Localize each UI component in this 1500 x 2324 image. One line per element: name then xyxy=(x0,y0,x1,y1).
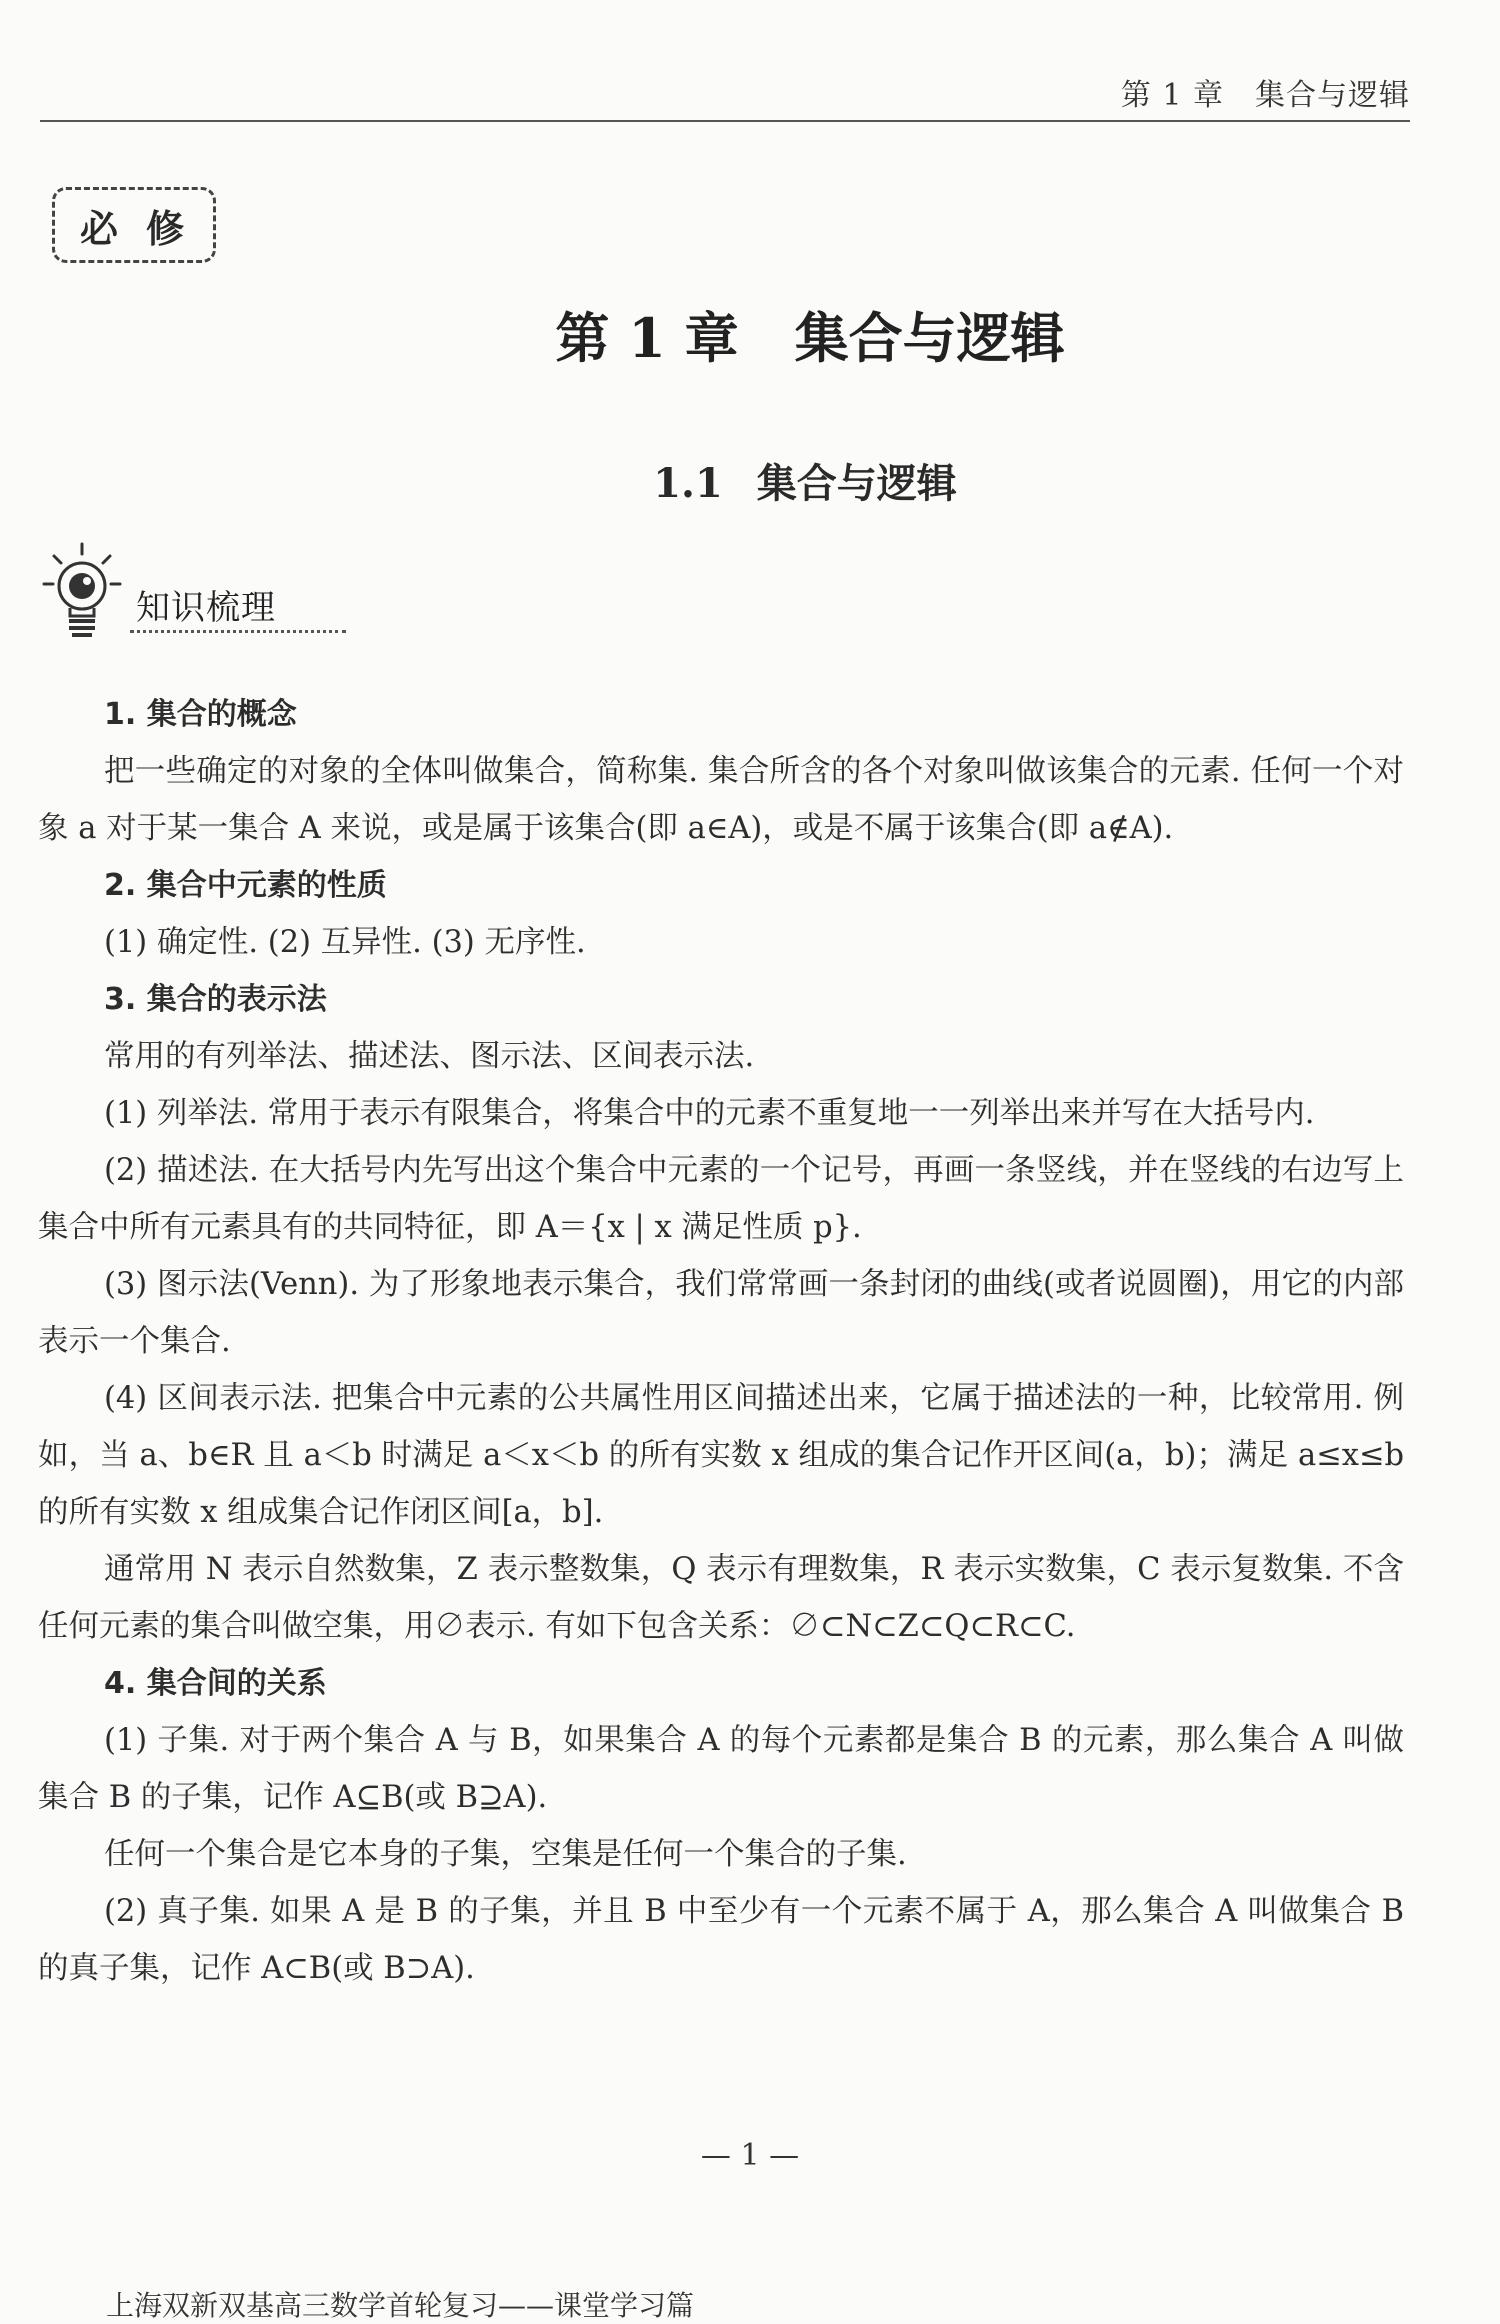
section-number: 1.1 xyxy=(653,460,723,507)
lightbulb-icon xyxy=(40,540,130,650)
running-header xyxy=(40,60,1410,122)
paragraph: 任何一个集合是它本身的子集，空集是任何一个集合的子集. xyxy=(104,1837,907,1872)
knowledge-underline xyxy=(130,630,346,633)
heading-properties: 2. 集合中元素的性质 xyxy=(104,868,387,903)
required-course-badge: 必修 xyxy=(52,187,216,263)
section-name: 集合与逻辑 xyxy=(756,460,957,507)
page-number: — 1 — xyxy=(700,2138,800,2173)
running-header-text: 第 1 章 集合与逻辑 xyxy=(1120,78,1410,113)
paragraph: (1) 子集. 对于两个集合 A 与 B，如果集合 A 的每个元素都是集合 B 的元素，那么集合 A 叫做集合 B 的子集，记作 A⊆B(或 B⊇A). xyxy=(38,1723,1404,1815)
heading-relations: 4. 集合间的关系 xyxy=(104,1666,327,1701)
paragraph: 通常用 N 表示自然数集，Z 表示整数集，Q 表示有理数集，R 表示实数集，C 表示复数集. 不含任何元素的集合叫做空集，用∅表示. 有如下包含关系：∅⊂N⊂Z⊂Q⊂R⊂C. xyxy=(38,1552,1404,1644)
chapter-name: 集合与逻辑 xyxy=(794,306,1065,370)
book-footer: 上海双新双基高三数学首轮复习——课堂学习篇 xyxy=(106,2289,695,2322)
paragraph: (4) 区间表示法. 把集合中元素的公共属性用区间描述出来，它属于描述法的一种，比较常用. 例如，当 a、b∈R 且 a＜b 时满足 a＜x＜b 的所有实数 x 组成的集合记作开区间(a，b)；满足 a≤x≤b 的所有实数 x 组成集合记作闭区间[a，b]. xyxy=(38,1381,1404,1530)
paragraph: (1) 确定性. (2) 互异性. (3) 无序性. xyxy=(104,925,586,960)
main-content xyxy=(38,686,1404,1997)
paragraph: (2) 描述法. 在大括号内先写出这个集合中元素的一个记号，再画一条竖线，并在竖线的右边写上集合中所有元素具有的共同特征，即 A＝{x | x 满足性质 p}. xyxy=(38,1153,1404,1245)
knowledge-summary-text: 知识梳理 xyxy=(136,588,276,628)
section-title xyxy=(0,452,1500,509)
paragraph: (2) 真子集. 如果 A 是 B 的子集，并且 B 中至少有一个元素不属于 A，那么集合 A 叫做集合 B 的真子集，记作 A⊂B(或 B⊃A). xyxy=(38,1894,1404,1986)
chapter-title xyxy=(0,296,1500,373)
chapter-number: 第 1 章 xyxy=(555,306,739,370)
knowledge-summary-label xyxy=(40,540,320,650)
heading-representation: 3. 集合的表示法 xyxy=(104,982,327,1017)
paragraph: 常用的有列举法、描述法、图示法、区间表示法. xyxy=(104,1039,755,1074)
paragraph: (3) 图示法(Venn). 为了形象地表示集合，我们常常画一条封闭的曲线(或者说圆圈)，用它的内部表示一个集合. xyxy=(38,1267,1404,1359)
paragraph: (1) 列举法. 常用于表示有限集合，将集合中的元素不重复地一一列举出来并写在大括号内. xyxy=(104,1096,1315,1131)
paragraph: 把一些确定的对象的全体叫做集合，简称集. 集合所含的各个对象叫做该集合的元素. 任何一个对象 a 对于某一集合 A 来说，或是属于该集合(即 a∈A)，或是不属于该集合(即 a∉A). xyxy=(38,754,1404,846)
heading-concept: 1. 集合的概念 xyxy=(104,697,297,732)
